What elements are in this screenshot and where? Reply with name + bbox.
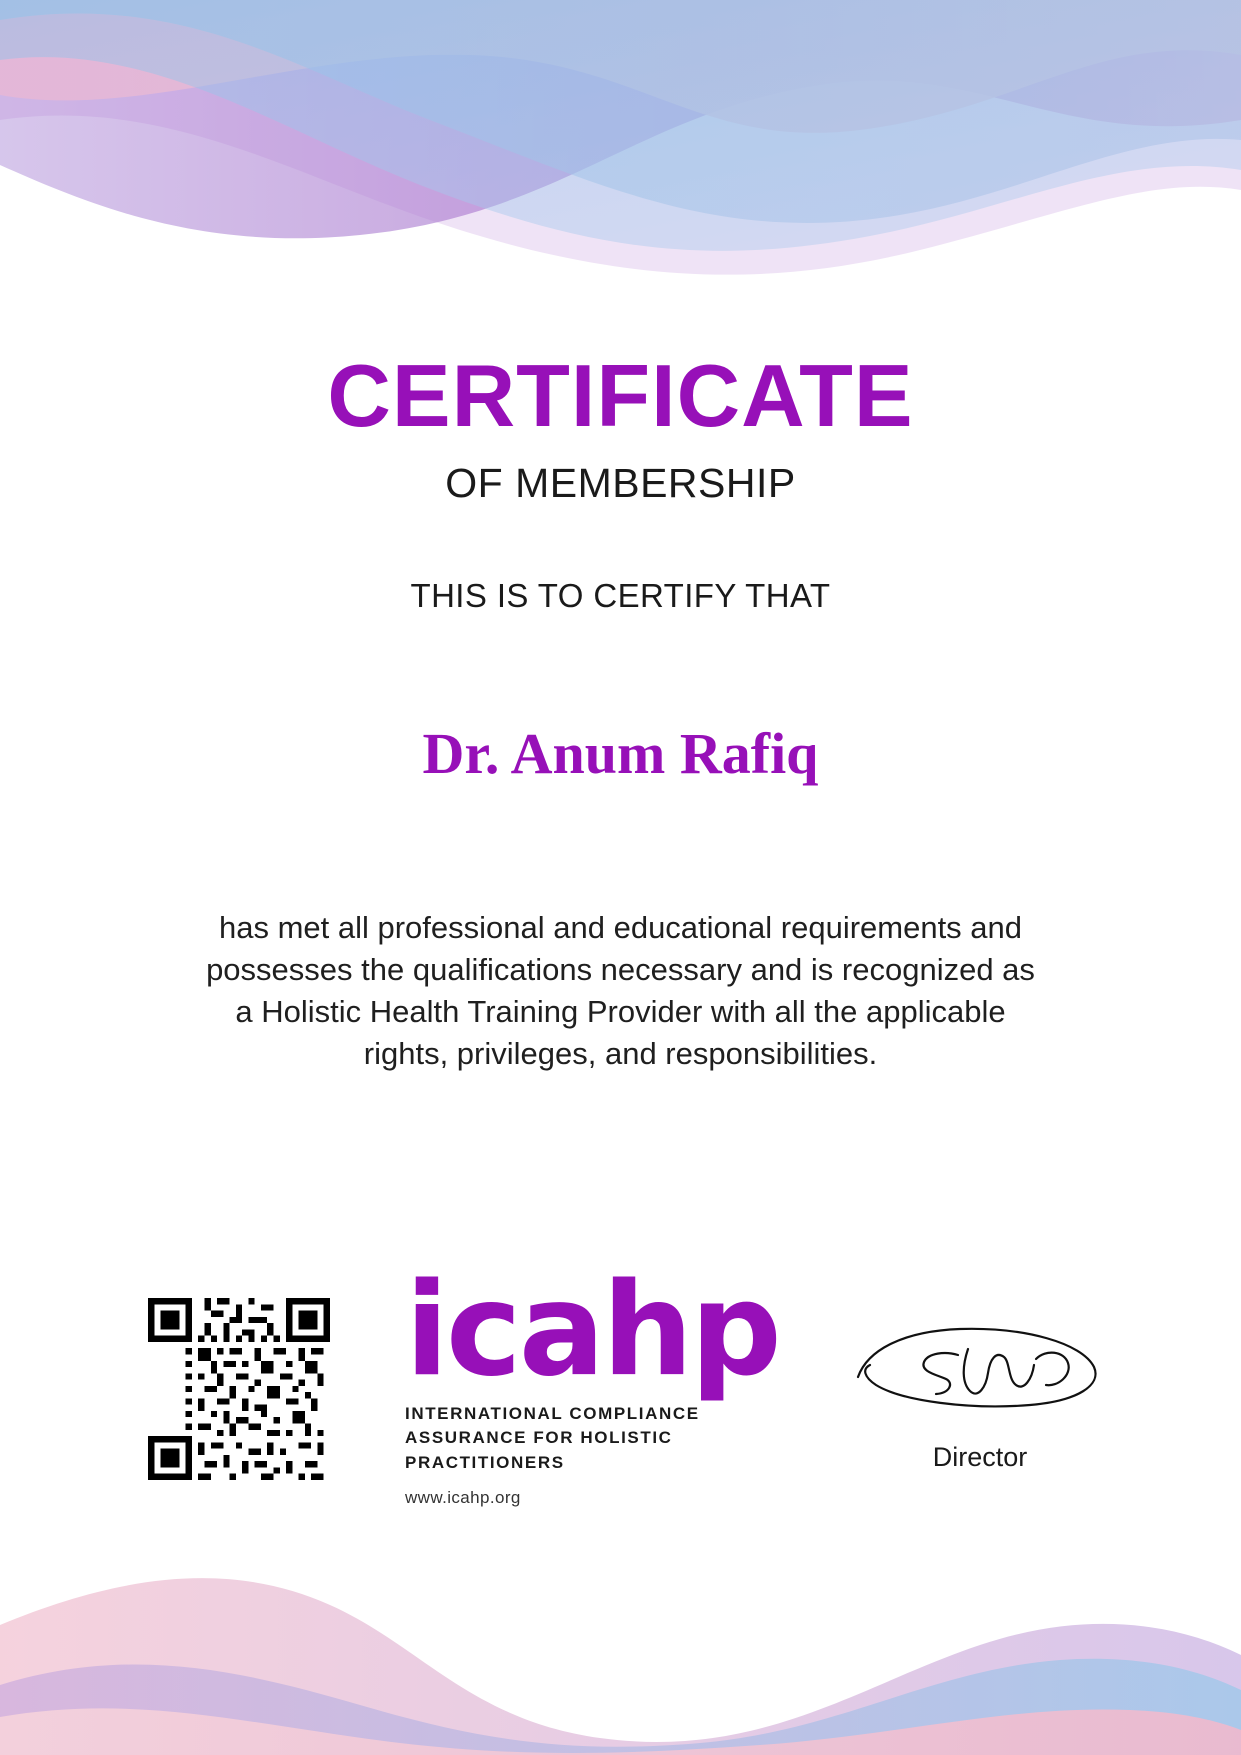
icahp-logo [405, 1256, 815, 1508]
certificate-body-text: has met all professional and educational requirements and possesses the qualifications necessary and is recognized as a Holistic Health Training Provider with all the applicable rights, privileges, and responsibilities. [206, 910, 1035, 1071]
signature-icon [850, 1315, 1110, 1425]
recipient-name: Dr. Anum Rafiq [422, 721, 819, 786]
director-label: Director [932, 1442, 1028, 1472]
qr-code-icon[interactable] [148, 1298, 330, 1480]
certificate-footer [0, 1256, 1241, 1530]
logo-tagline: INTERNATIONAL COMPLIANCE ASSURANCE FOR HOLISTIC PRACTITIONERS [405, 1403, 700, 1472]
certificate-subtitle: OF MEMBERSHIP [445, 460, 796, 506]
certificate-title: CERTIFICATE [327, 346, 914, 445]
logo-website: www.icahp.org [405, 1487, 521, 1507]
certify-line: THIS IS TO CERTIFY THAT [410, 577, 831, 614]
logo-wordmark: icahp [405, 1256, 779, 1405]
signature-block [845, 1270, 1115, 1473]
